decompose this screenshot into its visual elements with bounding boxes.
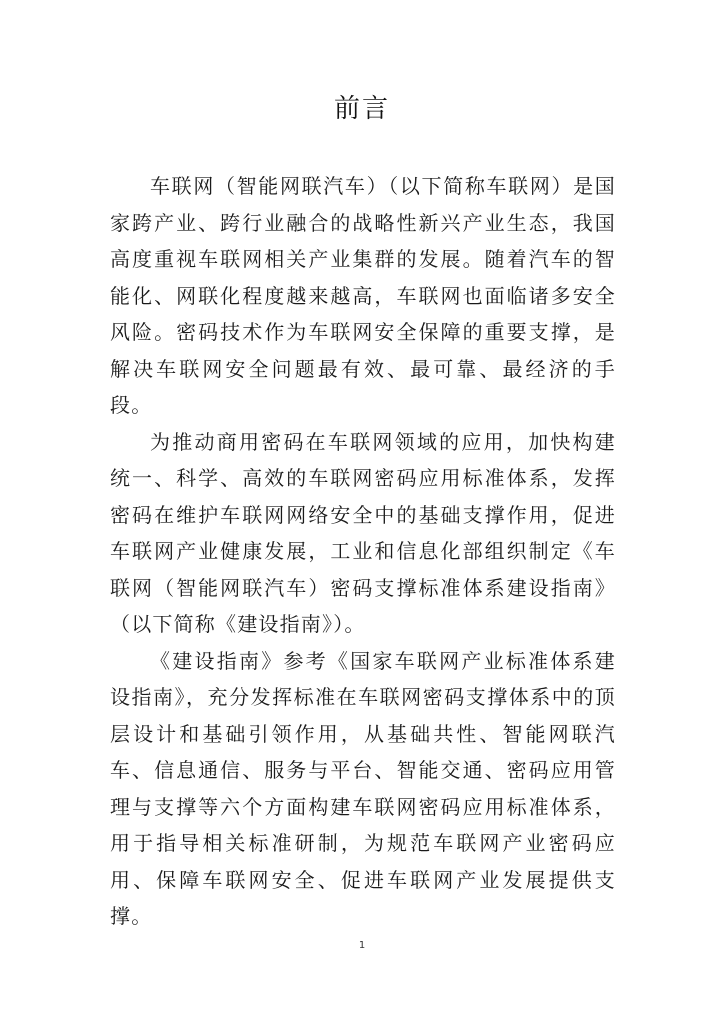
- paragraph-3: 《建设指南》参考《国家车联网产业标准体系建设指南》，充分发挥标准在车联网密码支撑体系中的顶层设计和基础引领作用，从基础共性、智能网联汽车、信息通信、服务与平台、智能交通、密码应用管理与支撑等六个方面构建车联网密码应用标准体系，用于指导相关标准研制，为规范车联网产业密码应用、保障车联网安全、促进车联网产业发展提供支撑。: [110, 648, 616, 928]
- paragraph-2: 为推动商用密码在车联网领域的应用，加快构建统一、科学、高效的车联网密码应用标准体系，发挥密码在维护车联网网络安全中的基础支撑作用，促进车联网产业健康发展，工业和信息化部组织制定《车联网（智能网联汽车）密码支撑标准体系建设指南》（以下简称《建设指南》）。: [110, 429, 616, 636]
- page-title: 前言: [333, 94, 390, 124]
- page-number: 1: [358, 940, 366, 951]
- paragraph-1: 车联网（智能网联汽车）（以下简称车联网）是国家跨产业、跨行业融合的战略性新兴产业生态，我国高度重视车联网相关产业集群的发展。随着汽车的智能化、网联化程度越来越高，车联网也面临诸多安全风险。密码技术作为车联网安全保障的重要支撑，是解决车联网安全问题最有效、最可靠、最经济的手段。: [110, 174, 616, 417]
- document-body: [110, 168, 616, 935]
